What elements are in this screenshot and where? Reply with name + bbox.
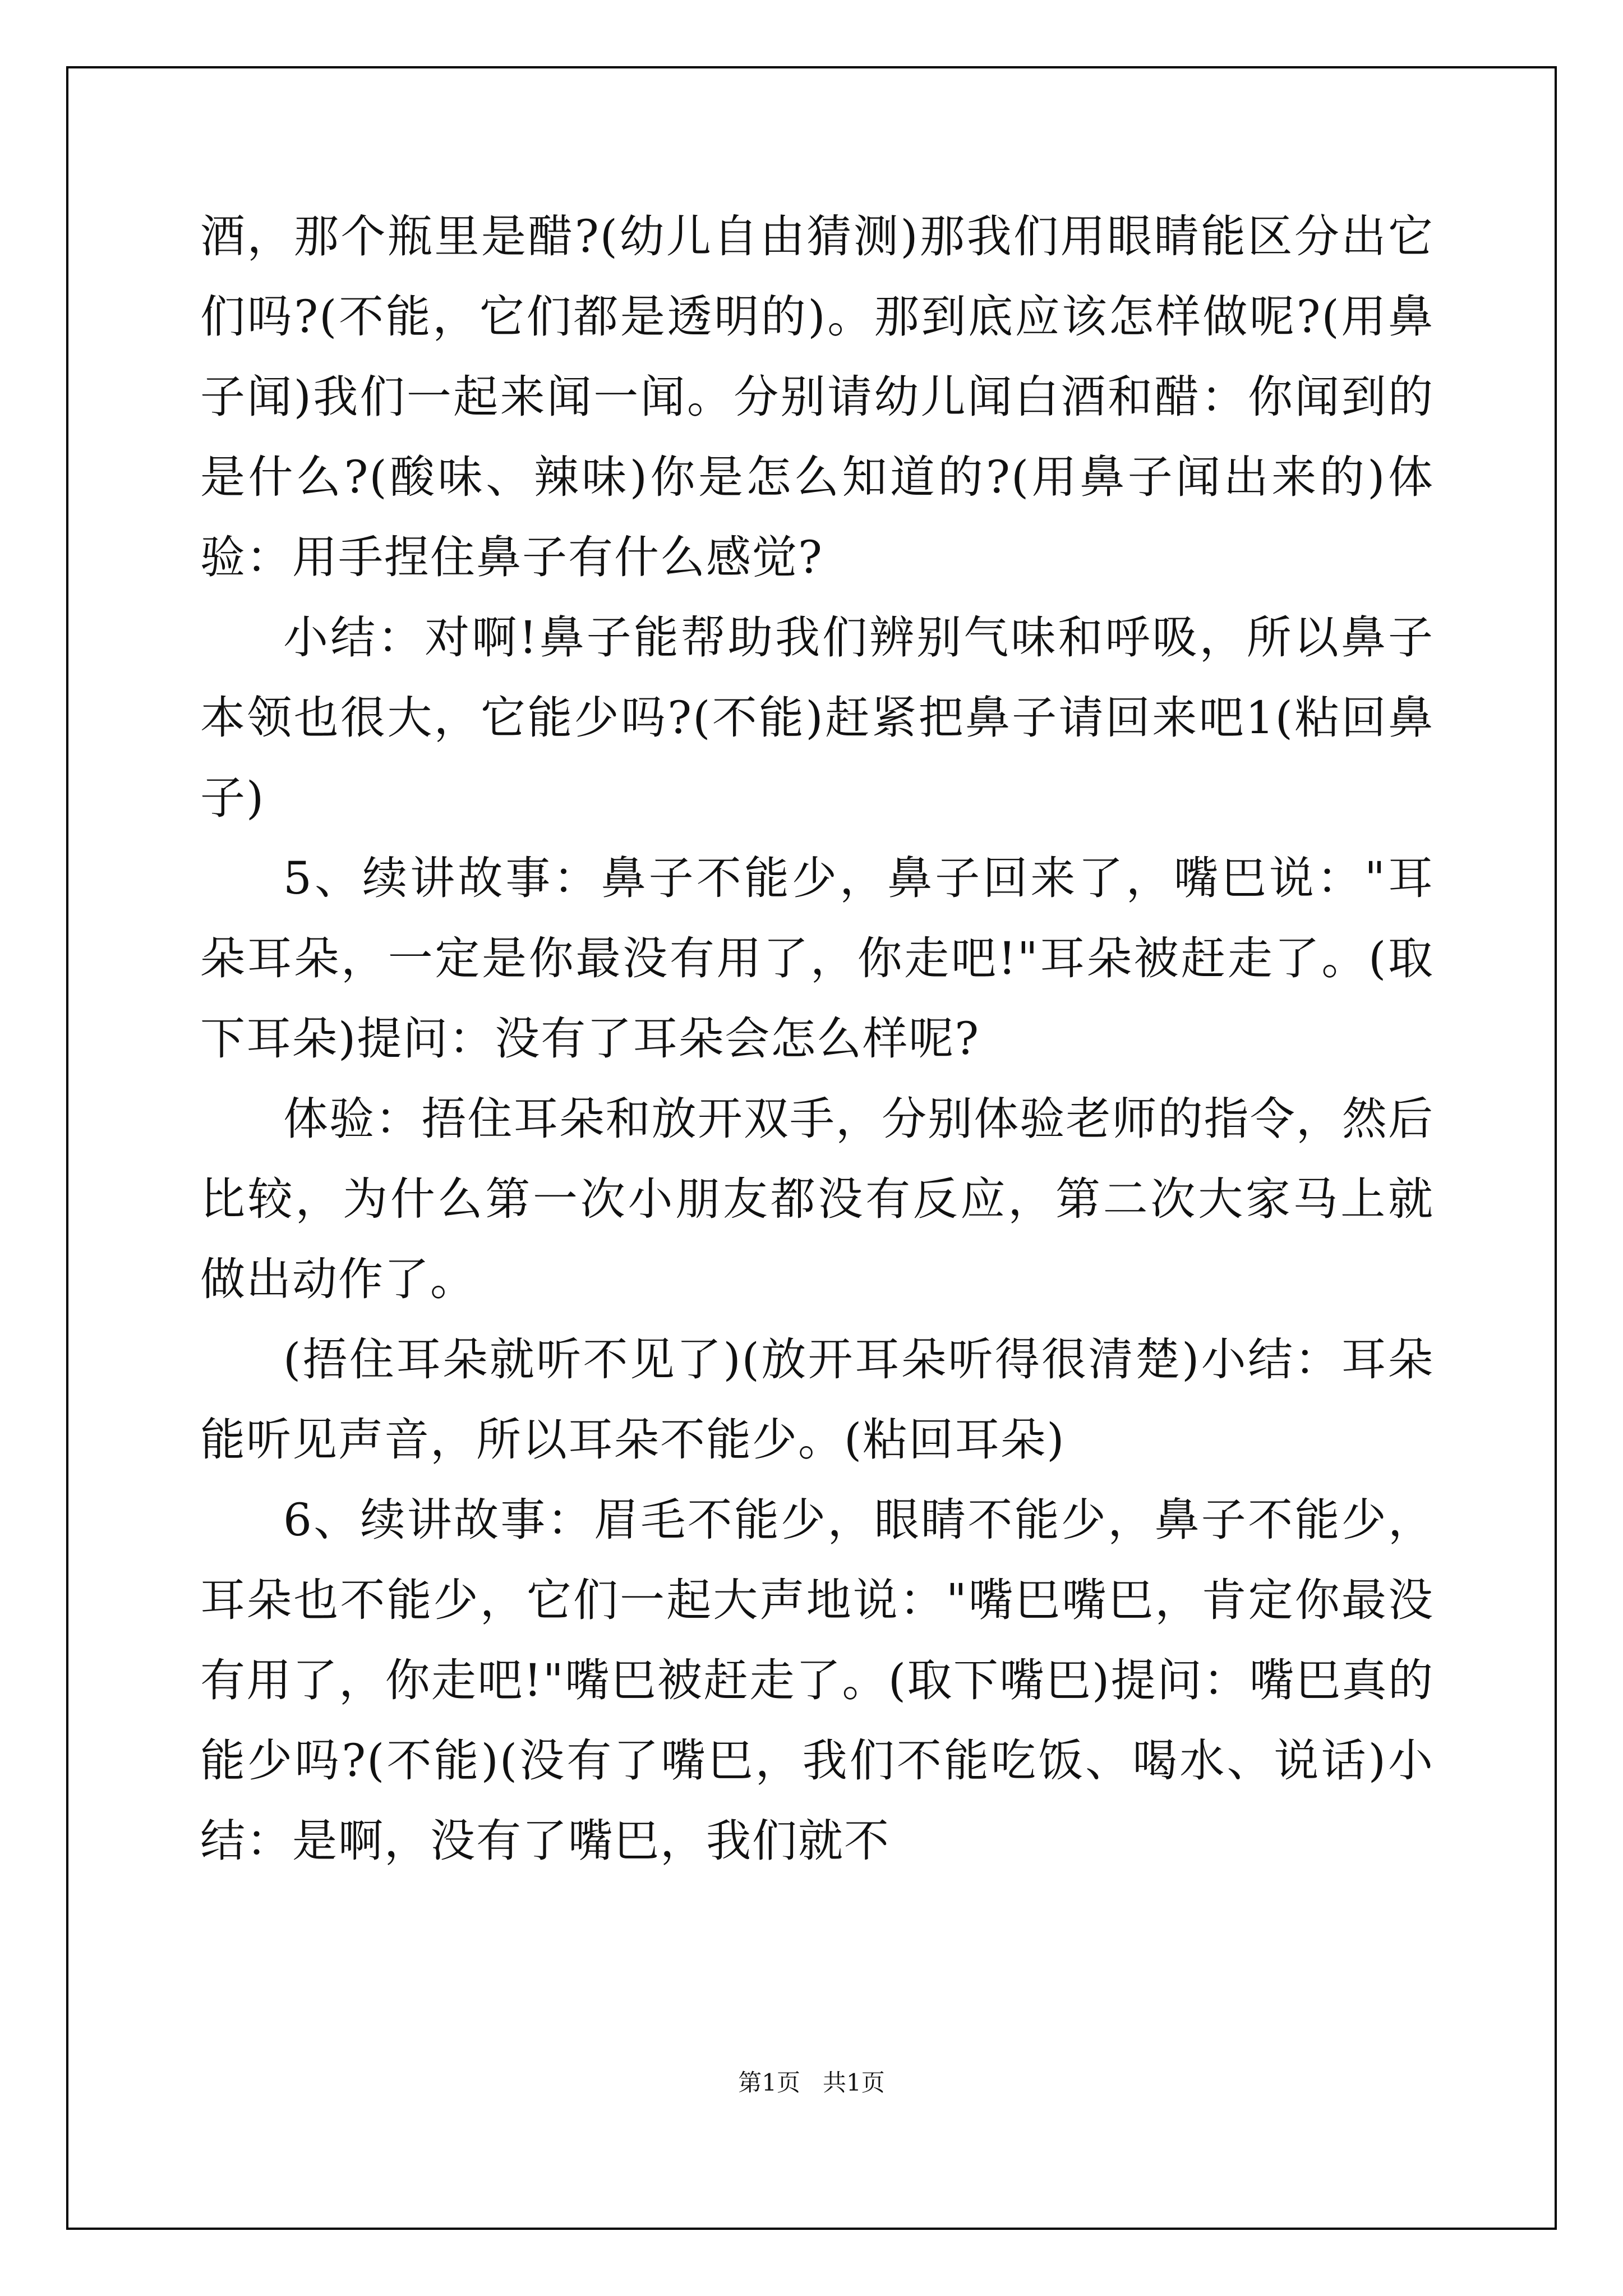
paragraph-1: 酒，那个瓶里是醋?(幼儿自由猜测)那我们用眼睛能区分出它们吗?(不能，它们都是透明的)。那到底应该怎样做呢?(用鼻子闻)我们一起来闻一闻。分别请幼儿闻白酒和醋：你闻到的是什么?(酸味、辣味)你是怎么知道的?(用鼻子闻出来的)体验：用手捏住鼻子有什么感觉?	[200, 210, 1434, 583]
paragraph-6: 6、续讲故事：眉毛不能少，眼睛不能少，鼻子不能少，耳朵也不能少，它们一起大声地说："嘴巴嘴巴，肯定你最没有用了，你走吧!"嘴巴被赶走了。(取下嘴巴)提问：嘴巴真的能少吗?(不能)(没有了嘴巴，我们不能吃饭、喝水、说话)小结：是啊，没有了嘴巴，我们就不	[200, 1494, 1434, 1867]
page-footer: 第1页 共1页	[738, 2069, 885, 2096]
paragraph-5: (捂住耳朵就听不见了)(放开耳朵听得很清楚)小结：耳朵能听见声音，所以耳朵不能少。(粘回耳朵)	[200, 1333, 1434, 1466]
paragraph-3: 5、续讲故事：鼻子不能少，鼻子回来了，嘴巴说："耳朵耳朵，一定是你最没有用了，你走吧!"耳朵被赶走了。(取下耳朵)提问：没有了耳朵会怎么样呢?	[200, 852, 1434, 1065]
paragraph-2: 小结：对啊!鼻子能帮助我们辨别气味和呼吸，所以鼻子本领也很大，它能少吗?(不能)赶紧把鼻子请回来吧1(粘回鼻子)	[200, 611, 1434, 824]
document-body	[200, 196, 1434, 1881]
paragraph-4: 体验：捂住耳朵和放开双手，分别体验老师的指令，然后比较，为什么第一次小朋友都没有反应，第二次大家马上就做出动作了。	[200, 1093, 1434, 1305]
